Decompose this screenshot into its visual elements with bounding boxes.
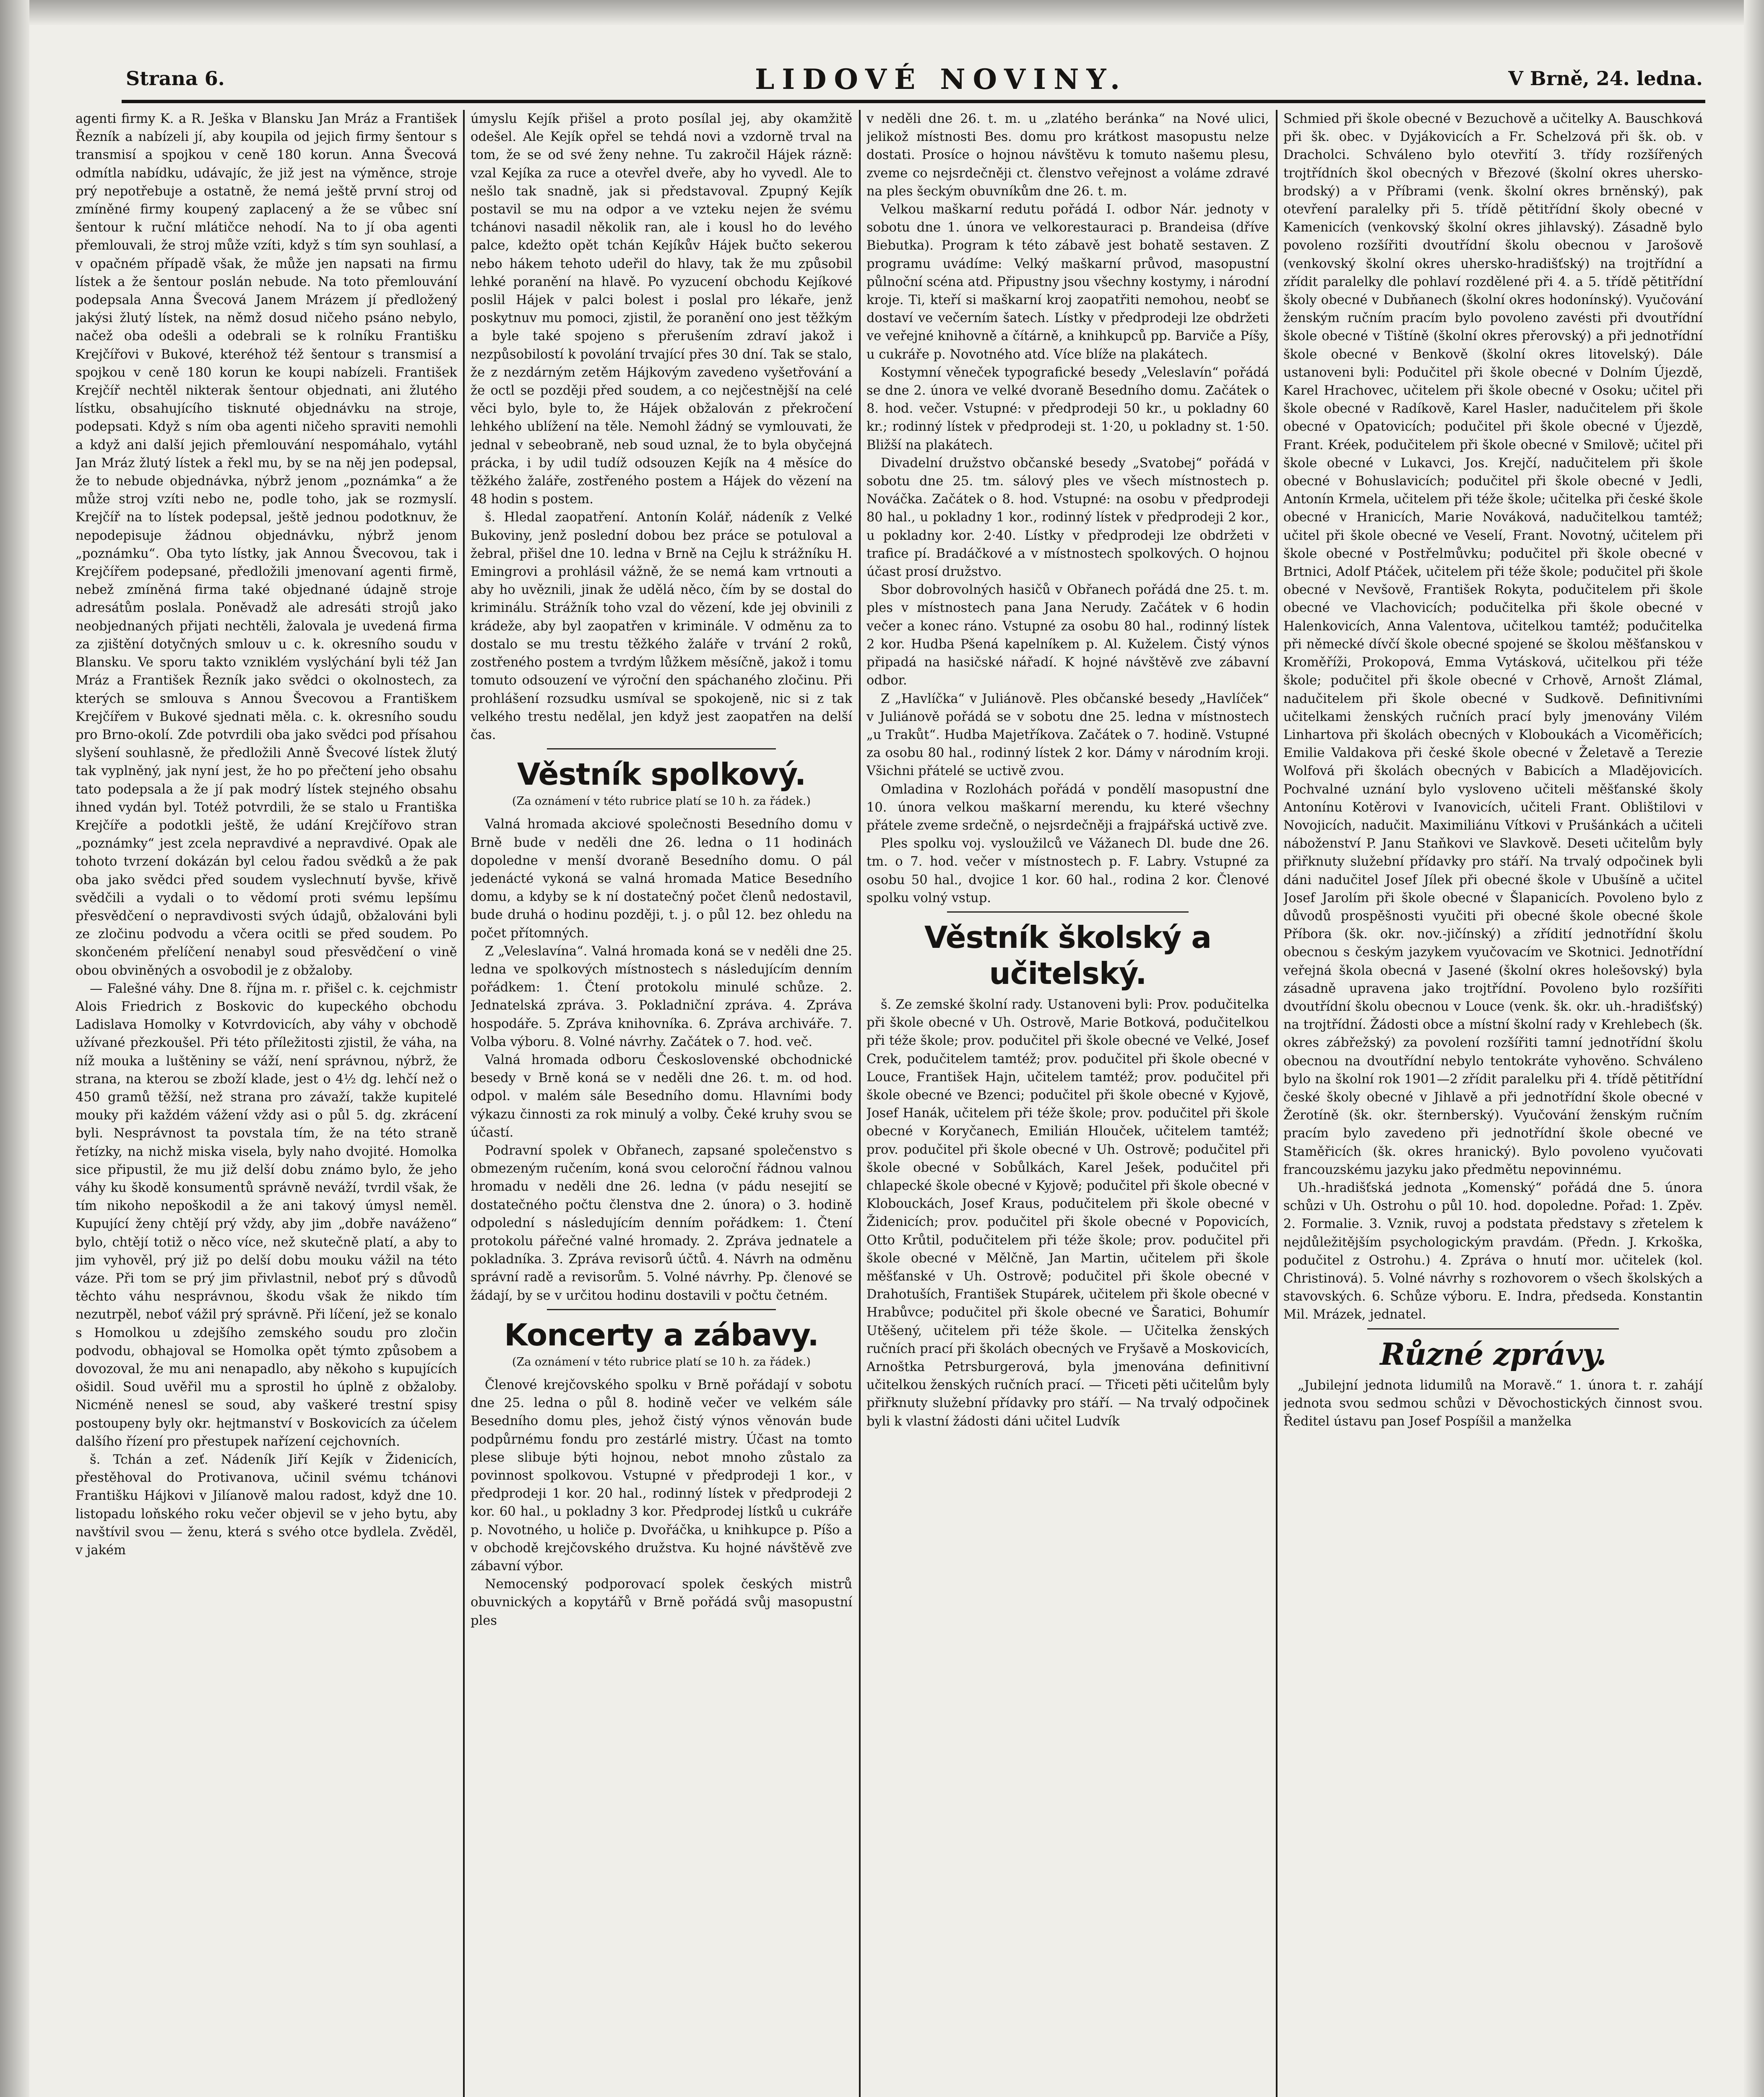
page-edge-top [0, 0, 1764, 25]
newspaper-title: LIDOVÉ NOVINY. [755, 63, 1127, 96]
page-edge-left [0, 0, 29, 2097]
page-edge-right [1744, 0, 1764, 2097]
article-paragraph: š. Hledal zaopatření. Antonín Kolář, nádeník z Velké Bukoviny, jenž poslední dobou bez práce se potuloval a žebral, přišel dne 10. ledna v Brně na Cejlu k strážníku H. Emingrovi a prohlásil vážně, že se nemá kam vrtnouti a aby ho uvěznili, jinak že udělá něco, čím by se dostal do kriminálu. Strážník toho vzal do vězení, kde jej obvinili z krádeže, aby byl zaopatřen v kriminále. V odměnu za to dostalo se mu trestu těžkého žaláře v trvání 2 roků, zostřeného postem a tvrdým lůžkem měsíčně, jakož i tomu tomuto odsouzení ve výroční den spáchaného zločinu. Při prohlášení rozsudku usmíval se spokojeně, nic si z tak velkého trestu nedělal, jen když jest zaopatřen na delší čas. [471, 510, 852, 742]
column-1 [75, 110, 457, 2097]
column-rule [859, 110, 861, 2097]
article-paragraph: Podravní spolek v Obřanech, zapsané společenstvo s obmezeným ručením, koná svou celoroční řádnou valnou hromadu v neděli dne 26. ledna (v pádu nesejití se dostatečného počtu členstva dne 2. února) o 3. hodině odpolední s následujícím denním pořádkem: 1. Čtení protokolu pářečné valné hromady. 2. Zpráva jednatele a pokladníka. 3. Zpráva revisorů účtů. 4. Návrh na odměnu správní radě a revisorům. 5. Volné návrhy. Pp. členové se žádají, by se v určitou hodinu dostavili v počtu četném. [471, 1143, 852, 1303]
article-paragraph: Sbor dobrovolných hasičů v Obřanech pořádá dne 25. t. m. ples v místnostech pana Jana Nerudy. Začátek v 6 hodin večer a konec ráno. Vstupné za osobu 80 hal., rodinný lístek 2 kor. Hudba Pšená kapelníkem p. Al. Kuželem. Čistý výnos připadá na hasičské nářadí. K hojné návštěvě zve zábavní odbor. [866, 583, 1269, 688]
dateline: V Brně, 24. ledna. [1508, 67, 1703, 90]
article-paragraph: Nemocenský podporovací spolek českých mistrů obuvnických a kopytářů v Brně pořádá svůj masopustní ples [471, 1577, 852, 1628]
column-2 [471, 110, 852, 2097]
column-rule [463, 110, 465, 2097]
page-number: Strana 6. [126, 67, 225, 90]
article-paragraph: — Falešné váhy. Dne 8. října m. r. přišel c. k. cejchmistr Alois Friedrich z Boskovic do kupeckého obchodu Ladislava Homolky v Kotvrdovicích, aby váhy v obchodě užívané přezkoušel. Při této příležitosti zjistil, že váha, na níž mouka a luštěniny se váží, není správnou, nýbrž, že strana, na kterou se zboží klade, jest o 4½ dg. lehčí než o 450 gramů těžší, než strana pro závaží, takže kupitelé mouky při každém vážení vždy asi o půl 5. dg. zkrácení byli. Nesprávnost ta povstala tím, že na této straně řetízky, na nichž miska visela, byly naho dvojité. Homolka sice připustil, že mu již delší dobu známo bylo, že jeho váhy ku škodě konsumentů správně neváží, tvrdil však, že tím nikoho nepoškodil a že ani takový úmysl neměl. Kupující ženy chtějí prý vždy, aby jim „dobře naváženo“ bylo, chtějí totiž o něco více, než skutečně platí, a aby to jim vyhověl, prý již po delší dobu mouku vážil na této váze. Při tom se prý jim přivlastnil, neboť prý s důvodů těchto váhu nesprávnou, škodu však že nikdo tím nezutrpěl, neboť vážil prý správně. Při líčení, jež se konalo s Homolkou u zdejšího zemského soudu pro zločin podvodu, obhajoval se Homolka opět týmto způsobem a dovozoval, že mu ani nenapadlo, aby někoho s kupujících ošidil. Soud uvěřil mu a sprostil ho úplně z obžaloby. Nicméně nenesl se soud, aby vaškeré trestní spisy postoupeny byly okr. hejtmanství v Boskovicích za účelem dalšího řízení pro přestupek nařízení cejchovních. [75, 981, 457, 1449]
section-note: (Za oznámení v této rubrice platí se 10 h. za řádek.) [512, 795, 811, 808]
article-paragraph: v neděli dne 26. t. m. u „zlatého beránka“ na Nové ulici, jelikož místnosti Bes. domu pro krátkost masopustu nelze dostati. Prosíce o hojnou návštěvu k tomuto našemu plesu, zveme co nejsrdečněji ct. členstvo veřejnost a voláme zdravé na ples šeckým obuvníkům dne 26. t. m. [866, 112, 1269, 199]
section-divider [547, 748, 776, 749]
section-heading-skolsky: Věstník školský a učitelský. [924, 919, 1212, 991]
section-heading-ruzne: Různé zprávy. [1380, 1336, 1606, 1372]
section-divider [1367, 1328, 1619, 1329]
article-paragraph: Omladina v Rozlohách pořádá v pondělí masopustní dne 10. února velkou maškarní merendu, ku které všechny přátele zveme srdečně, o nejsrdečněji a frajpářská uctivě zve. [866, 782, 1269, 833]
column-rule [1276, 110, 1277, 2097]
header-rule [122, 100, 1705, 103]
article-paragraph: „Jubilejní jednota lidumilů na Moravě.“ 1. února t. r. zahájí jednota svou sedmou schůzi v Děvochostických činnost svou. Ředitel ústavu pan Josef Pospíšil a manželka [1283, 1378, 1703, 1429]
article-paragraph: Ples spolku voj. vysloužilců ve Vážanech Dl. bude dne 26. tm. o 7. hod. večer v místnostech p. F. Labry. Vstupné za osobu 50 hal., dvojice 1 kor. 60 hal., rodina 2 kor. Členové spolku volný vstup. [866, 836, 1269, 905]
article-paragraph: Kostymní věneček typografické besedy „Veleslavín“ pořádá se dne 2. února ve velké dvoraně Besedního domu. Začátek o 8. hod. večer. Vstupné: v předprodeji 50 kr., u pokladny 60 kr.; rodinný lístek v předprodeji st. 1·20, u pokladny st. 1·50. Bližší na plakátech. [866, 365, 1269, 453]
article-paragraph: Schmied při škole obecné v Bezuchově a učitelky A. Bauschková při šk. obec. v Dyjákovicích a Fr. Schelzová při šk. ob. v Dracholci. Schváleno bylo otevřití 3. třídy rozšířených trojtřídních škol obecných v Březové (školní okres uhersko-brodský) a v Příbrami (venk. školní okres brněnský), pak otevření paralelky při 5. třídě pětitřídní školy obecné v Kamenicích (venkovský školní okres jihlavský). Zásadně bylo povoleno rozšířiti dvoutřídní školu obecnou v Jarošově (venkovský školní okres uhersko-hradišťský) na trojtřídní a zřídit paralelky dle pohlaví rozdělené při 4. a 5. třídě pětitřídní školy obecné v Dubňanech (školní okres hodonínský). Vyučování ženským ručním pracím bylo povoleno zavésti při dvoutřídní škole obecné v Tištíně (školní okres přerovský) a při jednotřídní škole obecné v Benkově (školní okres litovelský). Dále ustanoveni byli: Podučitel při škole obecné v Dolním Újezdě, Karel Hrachovec, učitelem při škole obecné v Osoku; učitel při škole obecné v Radíkově, Karel Hasler, nadučitelem při škole obecné v Opatovicích; podučitel při škole obecné v Újezdě, Frant. Kréek, podučitelem při škole obecné v Smilově; učitel při škole obecné v Lukavci, Jos. Krejčí, nadučitelem při škole obecné v Bohuslavicích; podučitel při škole obecné v Jedli, Antonín Krmela, učitelem při téže škole; učitelka při české škole obecné v Hranicích, Marie Nováková, nadučitelkou tamtéž; učitel při škole obecné ve Veselí, Frant. Novotný, učitelem při škole obecné v Postřelmůvku; podučitel při škole obecné v Brtnici, Adolf Ptáček, učitelem při téže škole; podučitel při škole obecné v Nevšově, František Rokyta, podučitelem při škole obecné ve Vlachovicích; podučitelka při škole obecné v Halenkovicích, Anna Valentova, učitelkou tamtéž; podučitelka při německé dívčí škole obecné spojené se školou měšťanskou v Kroměříži, Prokopová, Emma Vytásková, učitelkou při téže škole; podučitel při škole obecné v Crhově, Arnošt Zlámal, nadučitelem při škole obecné v Sudkově. Definitivními učitelkami ženských ručních prací byly jmenovány Vilém Linhartova při školách obecných v Kloboukách a Vicoměřicích; Emilie Valdakova při české škole obecné v Želetavě a Terezie Wolfová při školách obecných v Babicích a Mladějovicích. Pochvalné uznání bylo vysloveno učiteli měšťanské školy Antonínu Kotěrovi v Ivanovicích, učiteli Frant. Oblištilovi v Novojicích, nadučit. Maximiliánu Vítkovi v Prušánkách a učiteli náboženství P. Janu Staňkovi ve Slavkově. Deseti učitelům byly přiřknuty služební přídavky pro stáří. Na trvalý odpočinek byli dáni nadučitel Josef Jílek při obecné škole v Ubušíně a učitel Josef Jarolím při škole obecné v Šlapanicích. Povoleno bylo z důvodů prospěšnosti vyučiti při obecné škole obecné škole Příbora (šk. okr. nov.-jičínský) a zřídití jednotřídní školu obecnou s českým jazykem vyučovacím ve Skotnici. Jednotřídní veřejná škola obecná v Jasené (školní okres holešovský) byla zásadně upravena jako trojtřídní. Povoleno bylo rozšířiti dvoutřídní školu obecnou v Louce (venk. šk. okr. uh.-hradišťský) na trojtřídní. Žádosti obce a místní školní rady v Krehlebech (šk. okres zábřežský) za povolení rozšířiti tamní jednotřídní školu obecnou na dvoutřídní nebylo tentokráte vyhověno. Schváleno bylo na školní rok 1901—2 zřídit paralelku při 4. třídě pětitřídní české školy obecné v Jihlavě a při jednotřídní škole obecné v Žerotíně (šk. okr. šternberský). Vyučování ženským ručním pracím bylo zavedeno při jednotřídní škole obecné ve Staměřicích (šk. okres hranický). Bylo povoleno vyučovati francouzskému jazyku jako předmětu nepovinnému. [1283, 112, 1703, 1177]
article-paragraph: Velkou maškarní redutu pořádá I. odbor Nár. jednoty v sobotu dne 1. února ve velkorestauraci p. Brandeisa (dříve Biebutka). Program k této zábavě jest bohatě sestaven. Z programu uvádíme: Velký maškarní průvod, masopustní půlnoční scéna atd. Připustny jsou všechny kostymy, i národní kroje. Ti, kteří si maškarní kroj zaopatřiti nemohou, neobť se dostaví ve večerním šatech. Lístky v předprodeji lze obdržeti ve veřejné knihovně a čítárně, a knihkupců pp. Barviče a Píšy, u cukráře p. Novotného atd. Více blíže na plakátech. [866, 202, 1269, 362]
article-paragraph: Valná hromada akciové společnosti Besedního domu v Brně bude v neděli dne 26. ledna o 11 hodinách dopoledne v menší dvoraně Besedního domu. O pál jedenácté vykoná se valná hromada Matice Besedního domu, a kdyby se k ní dostatečný počet členů nedostavil, bude druhá o hodinu později, t. j. o půl 12. bez ohledu na počet přítomných. [471, 817, 852, 941]
article-paragraph: Divadelní družstvo občanské besedy „Svatobej“ pořádá v sobotu dne 25. tm. sálový ples ve všech místnostech p. Nováčka. Začátek o 8. hod. Vstupné: na osobu v předprodeji 80 hal., u pokladny 1 kor., rodinný lístek v předprodeji 2 kor., u pokladny kor. 2·40. Lístky v předprodeji lze obdržeti v trafice pí. Bradáčkové a v místnostech spolkových. O hojnou účast prosí družstvo. [866, 455, 1269, 580]
section-heading-spolkovy: Věstník spolkový. [517, 757, 806, 792]
column-4 [1283, 110, 1703, 2097]
article-paragraph: Z „Havlíčka“ v Juliánově. Ples občanské besedy „Havlíček“ v Juliánově pořádá se v sobotu dne 25. ledna v místnostech „u Trakůt“. Hudba Majetříkova. Začátek o 7. hodině. Vstupné za osobu 80 hal., rodinný lístek 2 kor. Dámy v národním kroji. Všichni přátelé se uctivě zvou. [866, 691, 1269, 779]
article-paragraph: Členové krejčovského spolku v Brně pořádají v sobotu dne 25. ledna o půl 8. hodině večer ve velkém sále Besedního domu ples, jehož čistý výnos věnován bude podpůrnému fondu pro zestárlé mistry. Účast na tomto plese slibuje býti hojnou, nebot mnoho zůstalo za povinnost spolkovou. Vstupné v předprodeji 1 kor., v předprodeji 1 kor. 20 hal., rodinný lístek v předprodeji 2 kor. 60 hal., u pokladny 3 kor. Předprodej lístků u cukráře p. Novotného, u holiče p. Dvořáčka, u knihkupce p. Píšo a v obchodě krejčovského družstva. Ku hojné návštěvě zve zábavní výbor. [471, 1378, 852, 1574]
article-paragraph: š. Ze zemské školní rady. Ustanoveni byli: Prov. podučitelka při škole obecné v Uh. Ostrově, Marie Botková, podučitelkou při téže škole; prov. podučitel při škole obecné ve Velké, Josef Crek, podučitelem tamtéž; prov. podučitel při škole obecné v Louce, František Hajn, učitelem tamtéž; prov. podučitel při škole obecné ve Bzenci; podučitel při škole obecné v Kyjově, Josef Hanák, učitelem při téže škole; prov. podučitel při škole obecné v Koryčanech, Emilián Hlouček, učitelem tamtéž; prov. podučitel při škole obecné v Uh. Ostrově; podučitel při škole obecné v Sobůlkách, Karel Ješek, podučitel při chlapecké škole obecné v Kyjově; podučitel při škole obecné v Klobouckách, Josef Kraus, podučitelem při škole obecné v Židenicích; prov. podučitel při škole obecné v Popovicích, Otto Krůtil, podučitelem při téže škole; prov. podučitel při škole obecné v Mělčně, Jan Martin, učitelem při škole měšťanské v Uh. Ostrově; podučitel při škole obecné v Drahotuších, František Stupárek, učitelem při škole obecné v Hrabůvce; podučitel při škole obecné ve Šaratici, Bohumír Utěšený, učitelem při téže škole. — Učitelka ženských ručních prací při školách obecných ve Fryšavě a Moskovicích, Arnoštka Petrsburgerová, byla jmenována definitivní učitelkou ženských ručních prací. — Třiceti pěti učitelům byly přiřknuty služební přídavky pro stáří. — Na trvalý odpočinek byli k vlastní žádosti dáni učitel Ludvík [866, 997, 1269, 1429]
section-note: (Za oznámení v této rubrice platí se 10 h. za řádek.) [512, 1355, 811, 1369]
article-paragraph: Valná hromada odboru Československé obchodnické besedy v Brně koná se v neděli dne 26. t. m. od hod. odpol. v malém sále Besedního domu. Hlavními body výkazu činnosti za rok minulý a volby. Čeké kruhy svou se účastí. [471, 1052, 852, 1140]
page-header [126, 63, 1703, 101]
article-paragraph: agenti firmy K. a R. Ješka v Blansku Jan Mráz a František Řezník a nabízeli jí, aby koupila od jejich firmy šentour s transmisí a spojkou v ceně 180 korun. Anna Švecová odmítla nabídku, udávajíc, že již jest na výměnce, stroje prý nepotřebuje a ostatně, že nemá ještě první stroj od zmíněné firmy koupený zaplacený a že se vůbec sní šentour k ruční mlátičce nehodí. Na to jí oba agenti přemlouvali, že stroj může vzíti, když s tím syn souhlasí, a v opačném případě však, že může jen napsati na firmu lístek a že šentour poslán nebude. Na toto přemlouvání podepsala Anna Švecová Janem Mrázem jí předložený jakýsi žlutý lístek, na němž dosud ničeho psáno nebylo, načež oba odešli a odebrali se k rolníku Františku Krejčířovi v Bukové, kteréhož též šentour s transmisí a spojkou v ceně 180 korun ke koupi nabízeli. František Krejčíř nechtěl nikterak šentour objednati, ani žlutého lístku, obsahujícího tisknuté objednávku na stroje, podepsati. Když s ním oba agenti ničeho spraviti nemohli a když ani další jejich přemlouvání nespomáhalo, vytáhl Jan Mráz žlutý lístek a řekl mu, by se na něj jen podepsal, že to nebude objednávka, nýbrž jenom „poznámka“ a že může stroj vzíti nebo ne, podle toho, jak se rozmyslí. Krejčíř na to lístek podepsal, ještě jednou podotknuv, že nepodepisuje žádnou objednávku, nýbrž jenom „poznámku“. Oba tyto lístky, jak Annou Švecovou, tak i Krejčířem podepsané, předložili jmenovaní agenti firmě, nebež zmíněná firma také objednané údajně stroje adresátům poslala. Poněvadž ale adresáti strojů jako neobjednaných přijati nechtěli, žalovala je uvedená firma za zjištění dotyčných smlouv u c. k. okresního soudu v Blansku. Ve sporu takto vzniklém vyslýchání byli též Jan Mráz a František Řezník jako svědci o okolnostech, za kterých se smlouva s Annou Švecovou a Františkem Krejčířem v Bukové sjednati měla. c. k. okresního soudu pro Brno-okolí. Zde potvrdili oba jako svědci pod přísahou slyšení souhlasně, že předložili Anně Švecové lístek žlutý tak vyplněný, jak nyní jest, že ho po přečtení jeho obsahu tato podepsala a že jí pak modrý lístek stejného obsahu ihned vydán byl. Totéž potvrdili, že se stalo u Františka Krejčíře a podotkli ještě, že udání Krejčířovo stran „poznámky“ jest zcela nepravdivé a nepravdivé. Opak ale tohoto tvrzení dokázán byl celou řadou svědků a že pak oba jako svědci před soudem vyslechnutí byvše, křivě svědčili a vydali o to vědomí proti svému lepšímu přesvědčení o nepravdivosti svých údajů, obžalováni byli ze zločinu podvodu a včera ocitli se před soudem. Po skončeném přelíčení nenabyl soud přesvědčení o vině obou obviněných a osvobodil je z obžaloby. [75, 112, 457, 978]
article-paragraph: š. Tchán a zeť. Nádeník Jiří Kejík v Židenicích, přestěhoval do Protivanova, učinil svému tchánovi Františku Hájkovi v Jilíanově malou radost, když dne 10. listopadu loňského roku večer objevil se v jeho bytu, aby navštívil svou — ženu, která s svého otce bydlela. Zvěděl, v jakém [75, 1452, 457, 1558]
article-paragraph: Uh.-hradišťská jednota „Komenský“ pořádá dne 5. února schůzi v Uh. Ostrohu o půl 10. hod. dopoledne. Pořad: 1. Zpěv. 2. Formalie. 3. Vznik, ruvoj a podstata představy s zřetelem k nejdůležitějším psychologickým pravdám. (Předn. J. Krkoška, podučitel z Ostrohu.) 4. Zpráva o hnutí mor. učitelek (kol. Christinová). 5. Volné návrhy s rozhovorem o všech školských a stavovských. 6. Schůze výboru. E. Indra, předseda. Konstantin Mil. Mrázek, jednatel. [1283, 1180, 1703, 1322]
column-3 [866, 110, 1269, 2097]
article-paragraph: Z „Veleslavína“. Valná hromada koná se v neděli dne 25. ledna ve spolkových místnostech s následujícím denním pořádkem: 1. Čtení protokolu minulé schůze. 2. Jednatelská zpráva. 3. Pokladniční zpráva. 4. Zpráva hospodáře. 5. Zpráva knihovníka. 6. Zpráva archiváře. 7. Volba výboru. 8. Volné návrhy. Začátek o 7. hod. več. [471, 944, 852, 1049]
section-divider [547, 1309, 776, 1310]
section-divider [947, 911, 1189, 913]
article-paragraph: úmyslu Kejík přišel a proto posílal jej, aby okamžitě odešel. Ale Kejík opřel se tehdá novi a vzdorně trval na tom, že se od své ženy nehne. Tu zakročil Hájek rázně: vzal Kejíka za ruce a otevřel dveře, aby ho vyvedl. Ale to nešlo tak snadně, jak si představoval. Zpupný Kejík postavil se mu na odpor a ve vzteku nejen že svému tchánovi nasadil několik ran, ale i kousl ho do levého palce, kdežto opět tchán Kejíkův Hájek bučto sekerou nebo hákem tehoto udeřil do hlavy, tak že mu způsobil lehké poranění na hlavě. Po vyzucení obchodu Kejíkové poslil Hájek v palci bolest i poslal pro lékaře, jenž poskytnuv mu pomoci, zjistil, že poranění ono jest těžkým a byle také spojeno s přerušením zdraví jakož i nezpůsobilostí k povolání trvající přes 30 dní. Tak se stalo, že z nezdárným zetěm Hájkovým zavedeno vyšetřování a že octl se později před soudem, a co nejčestnější na celé věci bylo, byle to, že Hájek obžalován z překročení lehkého ublížení na těle. Nemohl žádný se vymlouvati, že jednal v sebeobraně, neb soud uznal, že to byla obyčejná prácka, i by udil tudíž odsouzen Kejík na 4 měsíce do těžkého žaláře, zostřeného postem a Hájek do vězení na 48 hodin s postem. [471, 112, 852, 507]
section-heading-koncerty: Koncerty a zábavy. [504, 1317, 819, 1353]
